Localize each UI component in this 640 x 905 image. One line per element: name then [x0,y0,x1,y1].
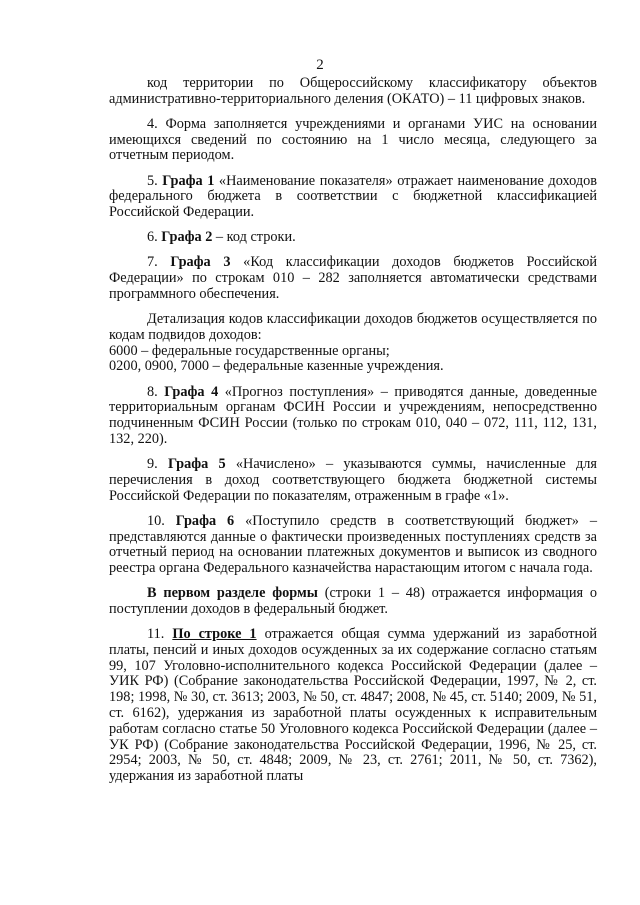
item-number: 8. [147,383,165,400]
paragraph-text: «Начислено» – указываются суммы, начисленные для перечисления в доход соответствующего бюджета бюджетной системы Российской Федерации по показателям, отраженным в графе «1». [109,456,597,504]
paragraph-text: Детализация кодов классификации доходов бюджетов осуществляется по кодам подвидов доходов: [109,311,597,343]
item-number: 6. [147,229,162,246]
paragraph-item-9 [109,457,597,504]
paragraph-text: 4. Форма заполняется учреждениями и органами УИС на основании имеющихся сведений по состоянию на 1 число месяца, следующего за отчетным периодом. [109,115,597,164]
page-number: 2 [316,57,324,73]
paragraph-text: «Поступило средств в соответствующий бюджет» – представляются данные о фактически произведенных поступлениях средств за отчетный период на основании платежных документов и выписок из сводного реестра органа Федерального казначейства нарастающим итогом с начала года. [109,512,597,577]
list-item-code-6000 [109,344,597,360]
paragraph-item-7 [109,255,597,302]
item-number: 10. [147,512,176,529]
item-number: 5. [147,172,163,189]
column-label: Графа 4 [164,383,219,400]
paragraph-text: «Прогноз поступления» – приводятся данные, доведенные территориальным органам ФСИН России и учреждениям, непосредственно подчиненным ФСИН России (только по строкам 010, 040 – 072, 111, 112, 131, 132, 220). [109,383,597,447]
paragraph-text: 0200, 0900, 7000 – федеральные казенные учреждения. [109,358,444,375]
column-label: Графа 3 [170,254,231,271]
document-body [109,76,597,794]
paragraph-text: код территории по Общероссийскому классификатору объектов административно-территориального деления (ОКАТО) – 11 цифровых знаков. [109,75,597,107]
paragraph-item-10 [109,514,597,577]
section-label: В первом разделе формы [147,585,318,602]
item-number: 7. [147,254,171,271]
paragraph-item-5 [109,174,597,221]
paragraph-text: «Наименование показателя» отражает наименование доходов федерального бюджета в соответствии с бюджетной классификацией Российской Федерации. [109,172,598,221]
paragraph-item-4 [109,117,597,164]
paragraph-text: (строки 1 – 48) отражается информация о поступлении доходов в федеральный бюджет. [109,585,597,617]
item-number: 9. [147,456,168,473]
column-label: Графа 5 [167,456,226,473]
paragraph-item-11 [109,627,597,785]
paragraph-okato [109,76,597,108]
column-label: Графа 1 [162,172,215,189]
paragraph-text: отражается общая сумма удержаний из заработной платы, пенсий и иных доходов осужденных за их содержание согласно статьям 99, 107 Уголовно-исполнительного кодекса Российской Федерации (далее – УИК РФ) (Собрание законодательства Российской Федерации, 1997, № 2, ст. 198; 1998, № 30, ст. 3613; 2003, № 50, ст. 4847; 2008, № 45, ст. 5140; 2009, № 51, ст. 6162), удержания из заработной платы осужденных к исправительным работам согласно статье 50 Уголовного кодекса Российской Федерации (далее – УК РФ) (Собрание законодательства Российской Федерации, 1996, № 25, ст. 2954; 2003, № 50, ст. 4848; 2009, № 23, ст. 2761; 2011, № 50, ст. 7362), удержания из заработной платы [109,626,598,785]
column-label: Графа 6 [175,512,235,529]
paragraph-item-8 [109,385,597,448]
paragraph-section-one [109,586,597,618]
paragraph-detail [109,312,597,344]
paragraph-item-6 [109,230,597,246]
row-label: По строке 1 [172,626,257,643]
item-number: 11. [147,626,173,643]
column-label: Графа 2 [161,229,213,246]
paragraph-text: – код строки. [212,229,296,246]
paragraph-text: «Код классификации доходов бюджетов Российской Федерации» по строкам 010 – 282 заполняется автоматически средствами программного обеспечения. [109,254,597,302]
list-item-codes-kazennye [109,359,597,375]
paragraph-text: 6000 – федеральные государственные органы; [109,342,390,359]
